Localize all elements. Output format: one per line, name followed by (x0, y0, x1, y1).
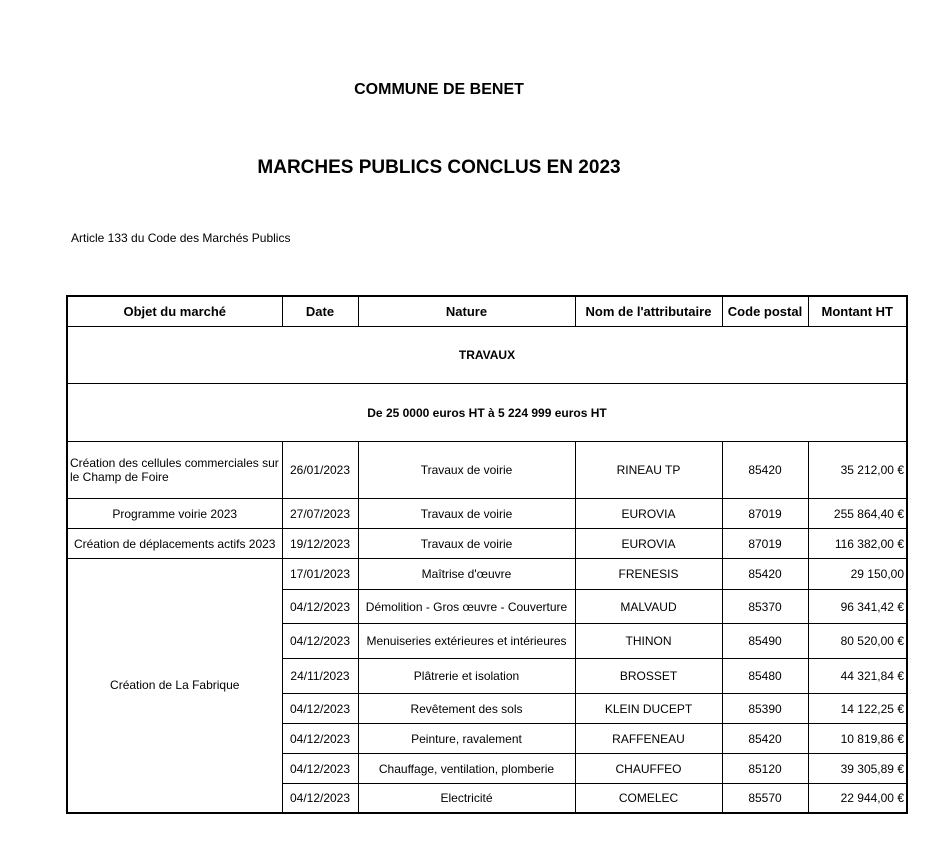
cell-attributaire: RINEAU TP (575, 442, 722, 499)
cell-montant: 44 321,84 € (808, 659, 907, 694)
cell-date: 19/12/2023 (282, 529, 358, 559)
cell-montant: 10 819,86 € (808, 724, 907, 754)
table-row (67, 559, 907, 590)
cell-nature: Revêtement des sols (358, 694, 575, 724)
cell-objet: Création des cellules commerciales sur le Champ de Foire (67, 442, 282, 499)
cell-nature: Démolition - Gros œuvre - Couverture (358, 590, 575, 624)
cell-attributaire: KLEIN DUCEPT (575, 694, 722, 724)
subsection-row (67, 384, 907, 442)
cell-code-postal: 85420 (722, 559, 808, 590)
cell-nature: Electricité (358, 784, 575, 813)
commune-title: COMMUNE DE BENET (354, 81, 524, 98)
cell-objet: Programme voirie 2023 (67, 499, 282, 529)
cell-montant: 116 382,00 € (808, 529, 907, 559)
cell-code-postal: 85420 (722, 724, 808, 754)
cell-attributaire: BROSSET (575, 659, 722, 694)
cell-date: 04/12/2023 (282, 724, 358, 754)
column-header-objet: Objet du marché (67, 296, 282, 327)
cell-date: 04/12/2023 (282, 784, 358, 813)
cell-date: 17/01/2023 (282, 559, 358, 590)
cell-date: 24/11/2023 (282, 659, 358, 694)
cell-nature: Travaux de voirie (358, 499, 575, 529)
subsection-title: De 25 0000 euros HT à 5 224 999 euros HT (67, 384, 907, 442)
table-row (67, 529, 907, 559)
cell-attributaire: THINON (575, 624, 722, 659)
column-header-montant: Montant HT (808, 296, 907, 327)
column-header-nature: Nature (358, 296, 575, 327)
cell-code-postal: 87019 (722, 529, 808, 559)
cell-montant: 39 305,89 € (808, 754, 907, 784)
cell-date: 04/12/2023 (282, 754, 358, 784)
table-row (67, 442, 907, 499)
cell-montant: 80 520,00 € (808, 624, 907, 659)
section-row (67, 327, 907, 384)
page-title: MARCHES PUBLICS CONCLUS EN 2023 (257, 157, 621, 178)
cell-code-postal: 85480 (722, 659, 808, 694)
cell-date: 26/01/2023 (282, 442, 358, 499)
cell-date: 04/12/2023 (282, 624, 358, 659)
cell-code-postal: 85490 (722, 624, 808, 659)
cell-code-postal: 87019 (722, 499, 808, 529)
column-header-attributaire: Nom de l'attributaire (575, 296, 722, 327)
cell-attributaire: COMELEC (575, 784, 722, 813)
cell-objet: Création de déplacements actifs 2023 (67, 529, 282, 559)
cell-attributaire: EUROVIA (575, 499, 722, 529)
cell-attributaire: MALVAUD (575, 590, 722, 624)
cell-nature: Travaux de voirie (358, 442, 575, 499)
cell-nature: Travaux de voirie (358, 529, 575, 559)
cell-nature: Menuiseries extérieures et intérieures (358, 624, 575, 659)
cell-attributaire: EUROVIA (575, 529, 722, 559)
cell-code-postal: 85120 (722, 754, 808, 784)
table-header-row (67, 296, 907, 327)
cell-montant: 29 150,00 (808, 559, 907, 590)
cell-objet-fabrique: Création de La Fabrique (67, 559, 282, 813)
cell-nature: Peinture, ravalement (358, 724, 575, 754)
cell-code-postal: 85570 (722, 784, 808, 813)
cell-montant: 14 122,25 € (808, 694, 907, 724)
section-title: TRAVAUX (67, 327, 907, 384)
cell-nature: Maîtrise d'œuvre (358, 559, 575, 590)
table-row (67, 499, 907, 529)
cell-montant: 35 212,00 € (808, 442, 907, 499)
cell-date: 27/07/2023 (282, 499, 358, 529)
column-header-date: Date (282, 296, 358, 327)
cell-code-postal: 85390 (722, 694, 808, 724)
cell-nature: Plâtrerie et isolation (358, 659, 575, 694)
cell-attributaire: RAFFENEAU (575, 724, 722, 754)
cell-date: 04/12/2023 (282, 694, 358, 724)
cell-montant: 22 944,00 € (808, 784, 907, 813)
cell-montant: 96 341,42 € (808, 590, 907, 624)
article-reference: Article 133 du Code des Marchés Publics (71, 231, 291, 245)
column-header-code-postal: Code postal (722, 296, 808, 327)
contracts-table (66, 295, 908, 814)
cell-date: 04/12/2023 (282, 590, 358, 624)
cell-code-postal: 85370 (722, 590, 808, 624)
cell-code-postal: 85420 (722, 442, 808, 499)
cell-montant: 255 864,40 € (808, 499, 907, 529)
cell-attributaire: FRENESIS (575, 559, 722, 590)
cell-nature: Chauffage, ventilation, plomberie (358, 754, 575, 784)
cell-attributaire: CHAUFFEO (575, 754, 722, 784)
